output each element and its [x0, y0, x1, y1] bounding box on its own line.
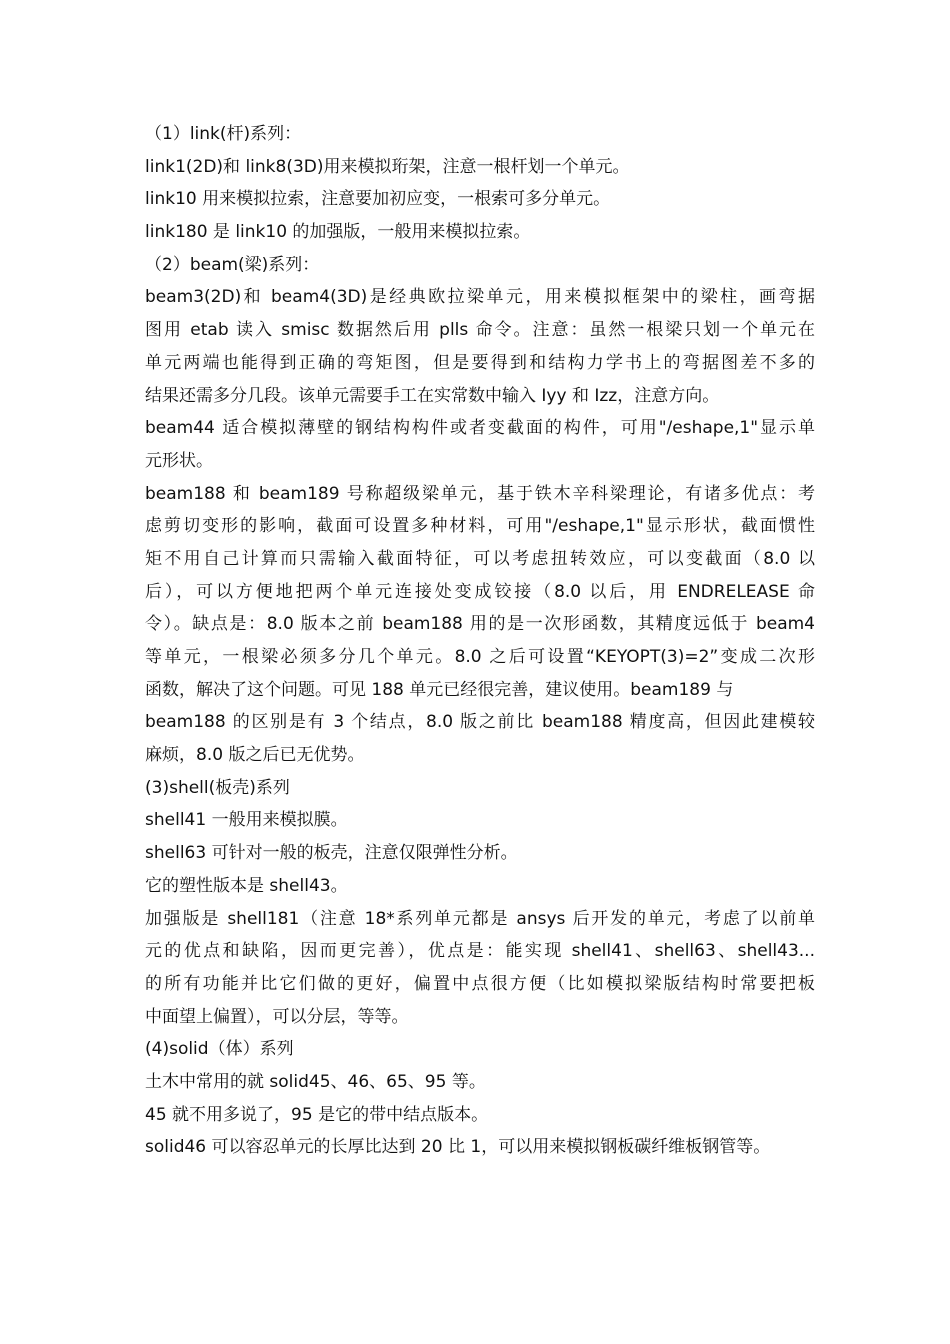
paragraph-line: 的所有功能并比它们做的更好，偏置中点很方便（比如模拟梁版结构时常要把板	[145, 973, 815, 994]
paragraph-line: 函数，解决了这个问题。可见 188 单元已经很完善，建议使用。beam189 与	[145, 679, 734, 700]
paragraph-line: link180 是 link10 的加强版，一般用来模拟拉索。	[145, 222, 531, 243]
paragraph-line: 麻烦，8.0 版之后已无优势。	[145, 745, 365, 766]
paragraph-line: beam44 适合模拟薄壁的钢结构构件或者变截面的构件，可用"/eshape,1"显示单	[145, 418, 815, 439]
paragraph-line: 中面望上偏置），可以分层，等等。	[145, 1006, 409, 1027]
paragraph-line: 后），可以方便地把两个单元连接处变成铰接（8.0 以后，用 ENDRELEASE 命	[145, 581, 815, 602]
paragraph-line: 图用 etab 读入 smisc 数据然后用 plls 命令。注意：虽然一根梁只划一个单元在	[145, 320, 815, 341]
paragraph-line: beam3(2D)和 beam4(3D)是经典欧拉梁单元，用来模拟框架中的梁柱，画弯据	[145, 287, 815, 308]
heading-shell-series: (3)shell(板壳)系列	[145, 777, 290, 798]
paragraph-line: 虑剪切变形的影响，截面可设置多种材料，可用"/eshape,1"显示形状，截面惯性	[145, 516, 815, 537]
paragraph-line: beam188 的区别是有 3 个结点，8.0 版之前比 beam188 精度高，但因此建模较	[145, 712, 815, 733]
paragraph-line: shell41 一般用来模拟膜。	[145, 810, 348, 831]
paragraph-line: 矩不用自己计算而只需输入截面特征，可以考虑扭转效应，可以变截面（8.0 以	[145, 548, 815, 569]
paragraph-line: link1(2D)和 link8(3D)用来模拟珩架，注意一根杆划一个单元。	[145, 156, 630, 177]
heading-link-series: （1）link(杆)系列：	[145, 124, 302, 144]
paragraph-line: 等单元，一根梁必须多分几个单元。8.0 之后可设置“KEYOPT(3)=2”变成二次形	[145, 647, 815, 667]
paragraph-line: 加强版是 shell181（注意 18*系列单元都是 ansys 后开发的单元，考虑了以前单	[145, 908, 815, 929]
heading-beam-series: （2）beam(梁)系列：	[145, 254, 320, 275]
paragraph-line: link10 用来模拟拉索，注意要加初应变，一根索可多分单元。	[145, 189, 611, 210]
paragraph-line: 45 就不用多说了，95 是它的带中结点版本。	[145, 1104, 489, 1125]
paragraph-line: 令）。缺点是：8.0 版本之前 beam188 用的是一次形函数，其精度远低于 beam4	[145, 614, 815, 635]
paragraph-line: 元形状。	[145, 450, 213, 471]
heading-solid-series: (4)solid（体）系列	[145, 1039, 294, 1060]
paragraph-line: beam188 和 beam189 号称超级梁单元，基于铁木辛科梁理论，有诸多优点：考	[145, 483, 815, 504]
paragraph-line: 单元两端也能得到正确的弯矩图，但是要得到和结构力学书上的弯据图差不多的	[145, 352, 815, 373]
paragraph-line: 土木中常用的就 solid45、46、65、95 等。	[145, 1071, 486, 1092]
document-page	[145, 118, 815, 1164]
paragraph-line: 它的塑性版本是 shell43。	[145, 875, 348, 896]
paragraph-line: shell63 可针对一般的板壳，注意仅限弹性分析。	[145, 843, 518, 864]
paragraph-line: solid46 可以容忍单元的长厚比达到 20 比 1，可以用来模拟钢板碳纤维板钢管等。	[145, 1137, 771, 1158]
paragraph-line: 元的优点和缺陷，因而更完善），优点是：能实现 shell41、shell63、shell43...	[145, 941, 815, 962]
paragraph-line: 结果还需多分几段。该单元需要手工在实常数中输入 Iyy 和 Izz，注意方向。	[145, 385, 720, 406]
